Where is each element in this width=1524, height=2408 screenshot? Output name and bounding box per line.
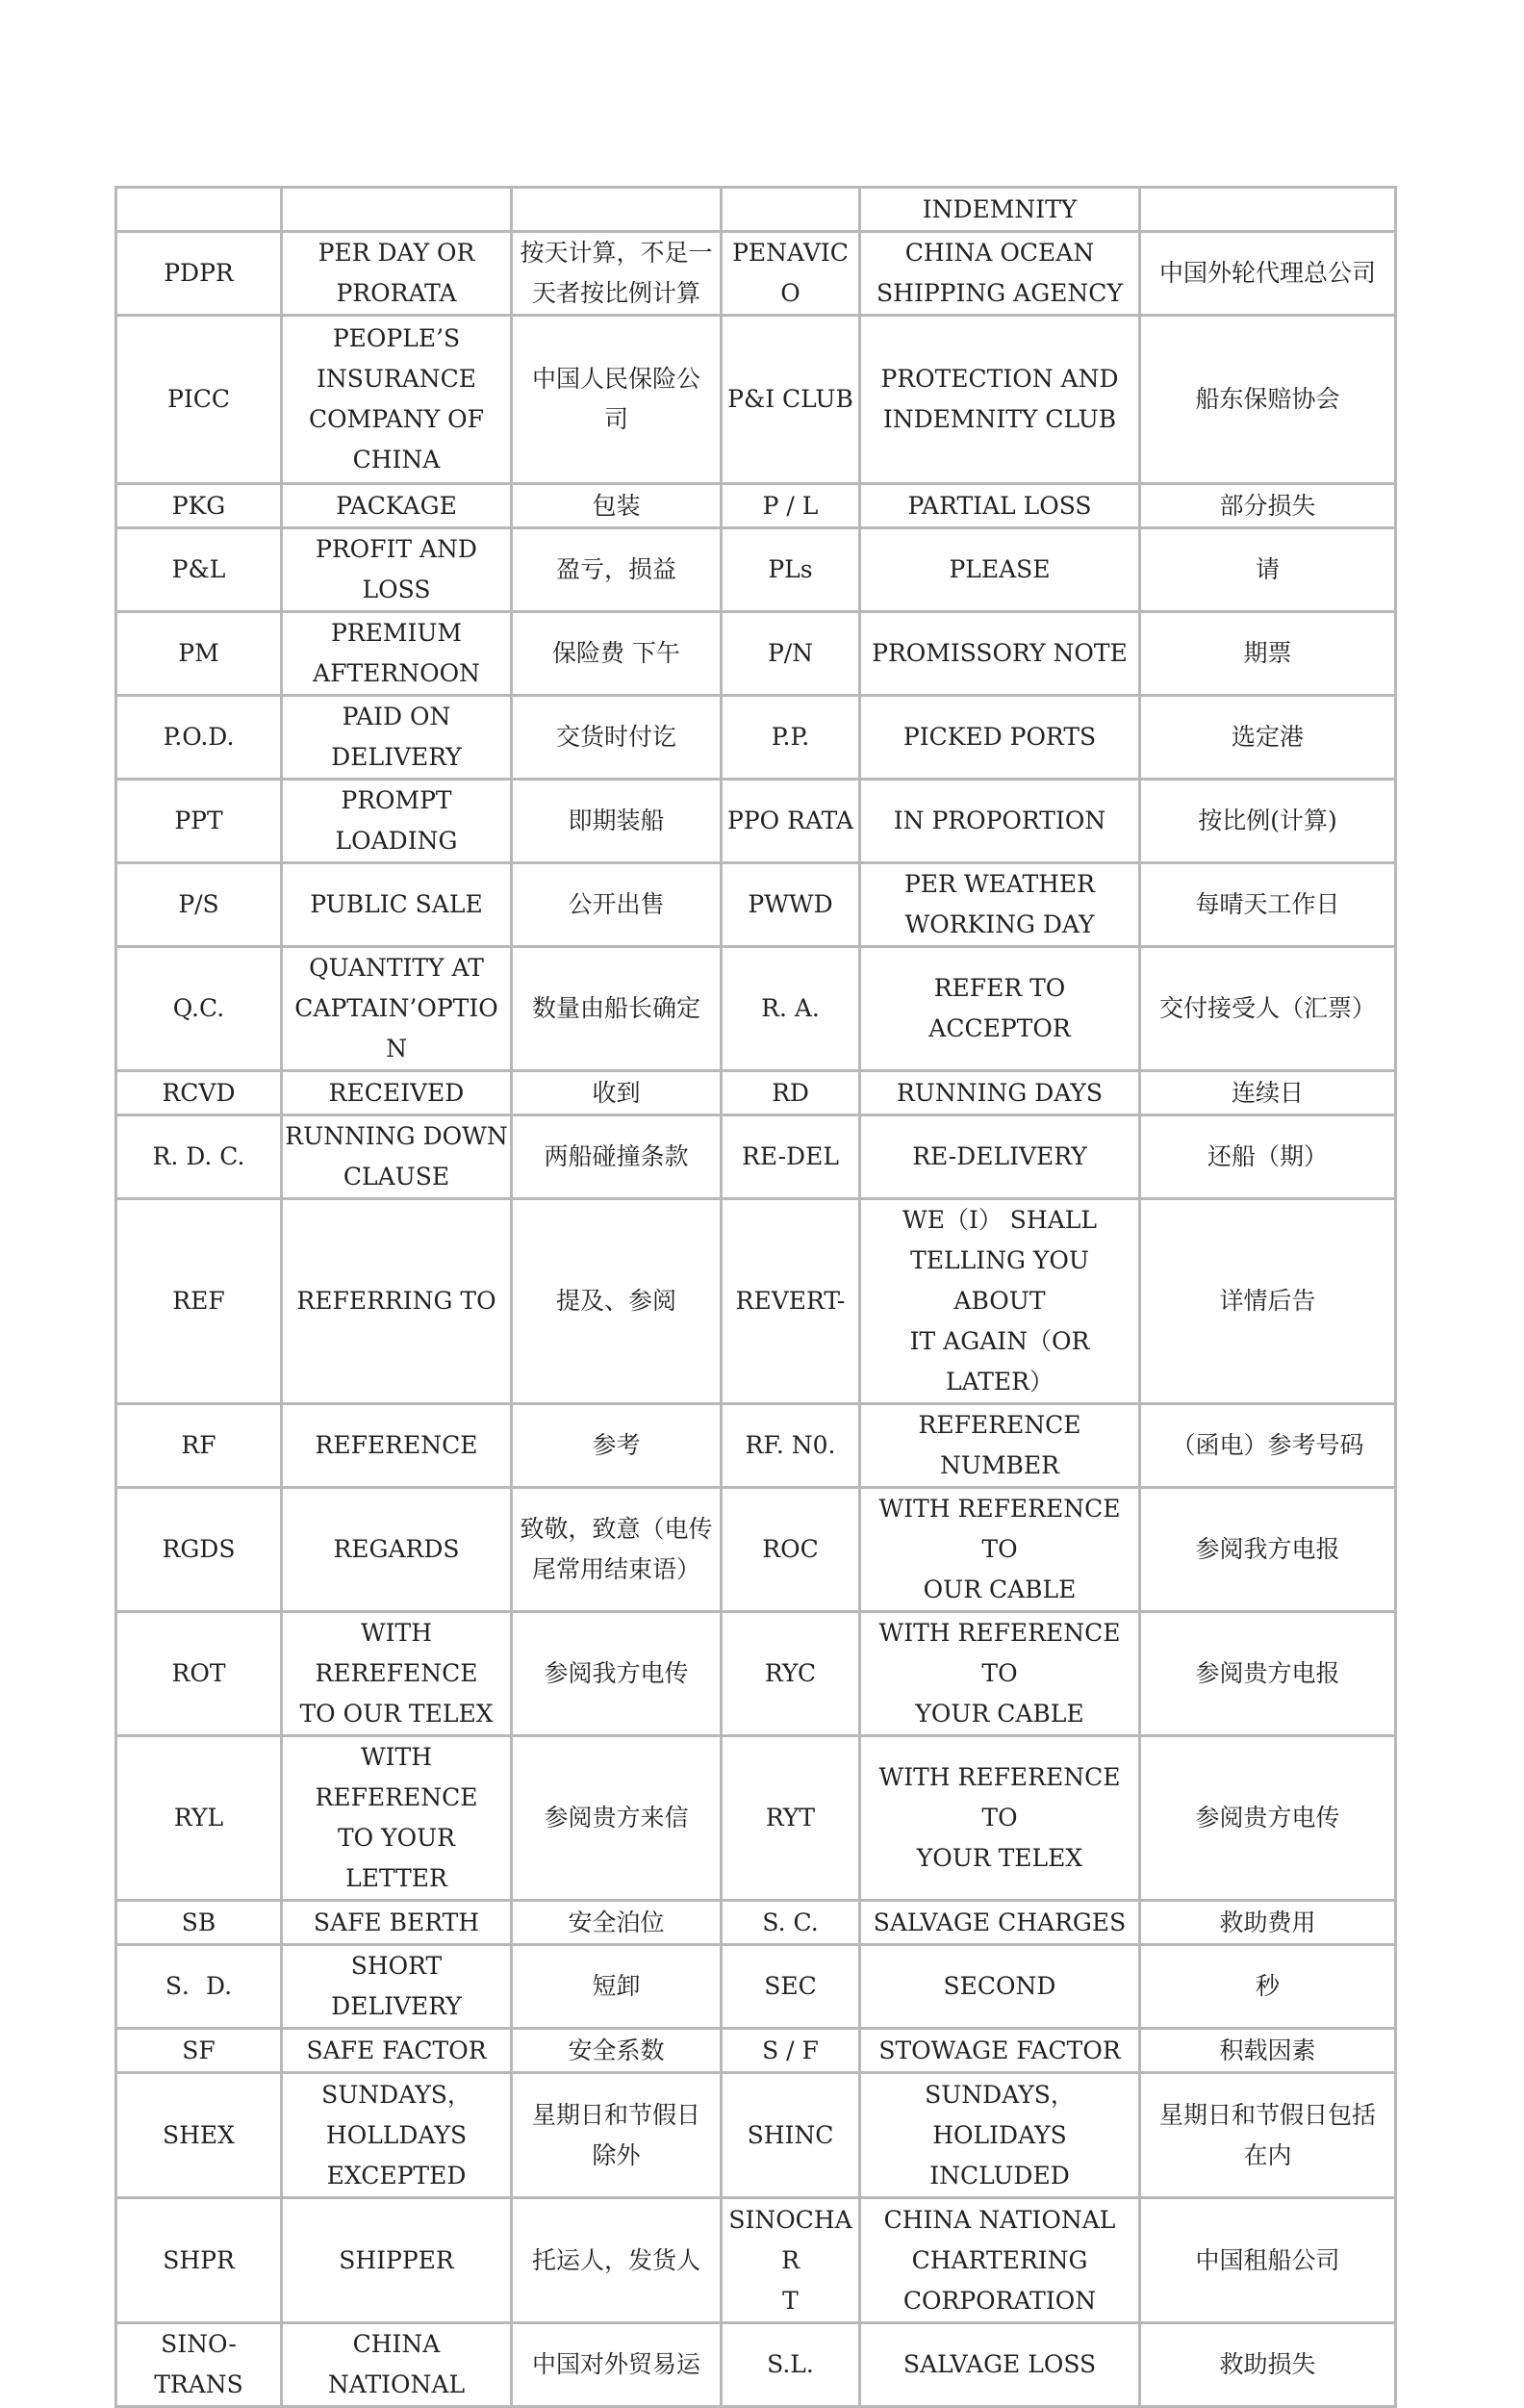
chinese-cell: 包装 bbox=[512, 484, 722, 528]
abbreviation-cell: R. D. C. bbox=[116, 1115, 282, 1199]
abbreviation-cell: PM bbox=[116, 612, 282, 696]
chinese-cell: 期票 bbox=[1140, 612, 1396, 696]
abbreviation-cell: REVERT- bbox=[722, 1199, 860, 1404]
abbreviation-cell: SF bbox=[116, 2029, 282, 2073]
table-row bbox=[116, 1736, 1396, 1901]
meaning-cell: WE（I） SHALL TELLING YOU ABOUT IT AGAIN（OR LATER） bbox=[860, 1199, 1140, 1404]
meaning-cell: PROFIT AND LOSS bbox=[282, 528, 512, 612]
meaning-cell: WITH REREFENCE TO OUR TELEX bbox=[282, 1612, 512, 1736]
table-row bbox=[116, 2198, 1396, 2323]
chinese-cell: 按天计算，不足一 天者按比例计算 bbox=[512, 232, 722, 316]
chinese-cell: 船东保赔协会 bbox=[1140, 316, 1396, 484]
meaning-cell: SAFE BERTH bbox=[282, 1901, 512, 1945]
meaning-cell: WITH REFERENCE TO YOUR TELEX bbox=[860, 1736, 1140, 1901]
table-row bbox=[116, 316, 1396, 484]
abbreviation-cell: PLs bbox=[722, 528, 860, 612]
abbreviation-cell: R. A. bbox=[722, 947, 860, 1071]
abbreviation-cell: PPT bbox=[116, 780, 282, 863]
chinese-cell: 提及、参阅 bbox=[512, 1199, 722, 1404]
table-row bbox=[116, 1612, 1396, 1736]
abbreviation-cell bbox=[116, 188, 282, 232]
chinese-cell: 参阅贵方来信 bbox=[512, 1736, 722, 1901]
chinese-cell: 即期装船 bbox=[512, 780, 722, 863]
meaning-cell: REFER TO ACCEPTOR bbox=[860, 947, 1140, 1071]
chinese-cell: 秒 bbox=[1140, 1945, 1396, 2029]
abbreviation-cell: RF bbox=[116, 1404, 282, 1488]
table-row bbox=[116, 863, 1396, 947]
meaning-cell: PREMIUM AFTERNOON bbox=[282, 612, 512, 696]
chinese-cell: 救助损失 bbox=[1140, 2323, 1396, 2407]
abbreviation-cell: RGDS bbox=[116, 1488, 282, 1612]
table-row bbox=[116, 528, 1396, 612]
chinese-cell: 星期日和节假日 除外 bbox=[512, 2073, 722, 2198]
abbreviation-cell: S.L. bbox=[722, 2323, 860, 2407]
abbreviation-cell: RYC bbox=[722, 1612, 860, 1736]
meaning-cell: PROMISSORY NOTE bbox=[860, 612, 1140, 696]
chinese-cell: 参阅贵方电报 bbox=[1140, 1612, 1396, 1736]
table-row bbox=[116, 1199, 1396, 1404]
meaning-cell: WITH REFERENCE TO OUR CABLE bbox=[860, 1488, 1140, 1612]
abbreviation-cell: P.O.D. bbox=[116, 696, 282, 780]
abbreviation-cell: P / L bbox=[722, 484, 860, 528]
chinese-cell: 两船碰撞条款 bbox=[512, 1115, 722, 1199]
chinese-cell: 按比例(计算) bbox=[1140, 780, 1396, 863]
chinese-cell: 救助费用 bbox=[1140, 1901, 1396, 1945]
chinese-cell: 详情后告 bbox=[1140, 1199, 1396, 1404]
table-row bbox=[116, 612, 1396, 696]
meaning-cell: CHINA NATIONAL bbox=[282, 2323, 512, 2407]
chinese-cell: 交货时付讫 bbox=[512, 696, 722, 780]
abbreviation-cell bbox=[722, 188, 860, 232]
abbreviation-cell: PICC bbox=[116, 316, 282, 484]
chinese-cell: 数量由船长确定 bbox=[512, 947, 722, 1071]
abbreviation-cell: P/S bbox=[116, 863, 282, 947]
meaning-cell: PER WEATHER WORKING DAY bbox=[860, 863, 1140, 947]
meaning-cell: PLEASE bbox=[860, 528, 1140, 612]
meaning-cell: REFERENCE NUMBER bbox=[860, 1404, 1140, 1488]
meaning-cell: SHORT DELIVERY bbox=[282, 1945, 512, 2029]
meaning-cell: PARTIAL LOSS bbox=[860, 484, 1140, 528]
chinese-cell: 安全系数 bbox=[512, 2029, 722, 2073]
meaning-cell: RE-DELIVERY bbox=[860, 1115, 1140, 1199]
abbreviation-cell: S / F bbox=[722, 2029, 860, 2073]
meaning-cell: SALVAGE LOSS bbox=[860, 2323, 1140, 2407]
meaning-cell: QUANTITY AT CAPTAIN’OPTION bbox=[282, 947, 512, 1071]
meaning-cell bbox=[282, 188, 512, 232]
abbreviation-cell: PPO RATA bbox=[722, 780, 860, 863]
table-row bbox=[116, 232, 1396, 316]
meaning-cell: PEOPLE’S INSURANCE COMPANY OF CHINA bbox=[282, 316, 512, 484]
meaning-cell: REFERENCE bbox=[282, 1404, 512, 1488]
chinese-cell: 部分损失 bbox=[1140, 484, 1396, 528]
table-row bbox=[116, 484, 1396, 528]
meaning-cell: INDEMNITY bbox=[860, 188, 1140, 232]
chinese-cell: 中国外轮代理总公司 bbox=[1140, 232, 1396, 316]
abbreviation-cell: SINOCHAR T bbox=[722, 2198, 860, 2323]
chinese-cell: 盈亏，损益 bbox=[512, 528, 722, 612]
table-row bbox=[116, 947, 1396, 1071]
abbreviation-table bbox=[114, 186, 1397, 2408]
abbreviation-cell: S．D. bbox=[116, 1945, 282, 2029]
meaning-cell: PER DAY OR PRORATA bbox=[282, 232, 512, 316]
chinese-cell: 短卸 bbox=[512, 1945, 722, 2029]
abbreviation-cell: SB bbox=[116, 1901, 282, 1945]
chinese-cell bbox=[1140, 188, 1396, 232]
chinese-cell: 托运人，发货人 bbox=[512, 2198, 722, 2323]
abbreviation-cell: SINO-TRANS bbox=[116, 2323, 282, 2407]
meaning-cell: PROMPT LOADING bbox=[282, 780, 512, 863]
chinese-cell: （函电）参考号码 bbox=[1140, 1404, 1396, 1488]
abbreviation-cell: PENAVICO bbox=[722, 232, 860, 316]
chinese-cell: 交付接受人（汇票） bbox=[1140, 947, 1396, 1071]
meaning-cell: CHINA NATIONAL CHARTERING CORPORATION bbox=[860, 2198, 1140, 2323]
chinese-cell: 参阅贵方电传 bbox=[1140, 1736, 1396, 1901]
meaning-cell: PAID ON DELIVERY bbox=[282, 696, 512, 780]
meaning-cell: REFERRING TO bbox=[282, 1199, 512, 1404]
abbreviation-cell: SEC bbox=[722, 1945, 860, 2029]
meaning-cell: CHINA OCEAN SHIPPING AGENCY bbox=[860, 232, 1140, 316]
table-row bbox=[116, 2029, 1396, 2073]
abbreviation-cell: RF. N0. bbox=[722, 1404, 860, 1488]
table-row bbox=[116, 1404, 1396, 1488]
table-row bbox=[116, 2323, 1396, 2407]
chinese-cell: 致敬，致意（电传 尾常用结束语） bbox=[512, 1488, 722, 1612]
abbreviation-cell: P&L bbox=[116, 528, 282, 612]
meaning-cell: STOWAGE FACTOR bbox=[860, 2029, 1140, 2073]
meaning-cell: SAFE FACTOR bbox=[282, 2029, 512, 2073]
abbreviation-cell: Q.C. bbox=[116, 947, 282, 1071]
abbreviation-cell: SHINC bbox=[722, 2073, 860, 2198]
abbreviation-table-body bbox=[116, 188, 1396, 2407]
abbreviation-cell: S. C. bbox=[722, 1901, 860, 1945]
abbreviation-cell: PDPR bbox=[116, 232, 282, 316]
abbreviation-cell: SHPR bbox=[116, 2198, 282, 2323]
chinese-cell: 连续日 bbox=[1140, 1071, 1396, 1115]
abbreviation-cell: RYL bbox=[116, 1736, 282, 1901]
abbreviation-cell: RCVD bbox=[116, 1071, 282, 1115]
meaning-cell: SUNDAYS， HOLLDAYS EXCEPTED bbox=[282, 2073, 512, 2198]
meaning-cell: SALVAGE CHARGES bbox=[860, 1901, 1140, 1945]
chinese-cell: 参考 bbox=[512, 1404, 722, 1488]
chinese-cell: 保险费 下午 bbox=[512, 612, 722, 696]
meaning-cell: SUNDAYS， HOLIDAYS INCLUDED bbox=[860, 2073, 1140, 2198]
chinese-cell: 中国对外贸易运 bbox=[512, 2323, 722, 2407]
abbreviation-cell: PWWD bbox=[722, 863, 860, 947]
chinese-cell: 公开出售 bbox=[512, 863, 722, 947]
abbreviation-cell: P/N bbox=[722, 612, 860, 696]
chinese-cell bbox=[512, 188, 722, 232]
abbreviation-cell: RD bbox=[722, 1071, 860, 1115]
chinese-cell: 收到 bbox=[512, 1071, 722, 1115]
abbreviation-cell: REF bbox=[116, 1199, 282, 1404]
abbreviation-cell: PKG bbox=[116, 484, 282, 528]
table-row bbox=[116, 188, 1396, 232]
chinese-cell: 参阅我方电报 bbox=[1140, 1488, 1396, 1612]
chinese-cell: 选定港 bbox=[1140, 696, 1396, 780]
meaning-cell: RECEIVED bbox=[282, 1071, 512, 1115]
table-row bbox=[116, 1071, 1396, 1115]
abbreviation-cell: P.P. bbox=[722, 696, 860, 780]
chinese-cell: 还船（期） bbox=[1140, 1115, 1396, 1199]
meaning-cell: RUNNING DOWN CLAUSE bbox=[282, 1115, 512, 1199]
meaning-cell: REGARDS bbox=[282, 1488, 512, 1612]
chinese-cell: 参阅我方电传 bbox=[512, 1612, 722, 1736]
table-row bbox=[116, 780, 1396, 863]
chinese-cell: 请 bbox=[1140, 528, 1396, 612]
meaning-cell: IN PROPORTION bbox=[860, 780, 1140, 863]
abbreviation-cell: RYT bbox=[722, 1736, 860, 1901]
meaning-cell: PUBLIC SALE bbox=[282, 863, 512, 947]
abbreviation-cell: P&I CLUB bbox=[722, 316, 860, 484]
table-row bbox=[116, 1945, 1396, 2029]
meaning-cell: SECOND bbox=[860, 1945, 1140, 2029]
meaning-cell: PICKED PORTS bbox=[860, 696, 1140, 780]
chinese-cell: 中国人民保险公 司 bbox=[512, 316, 722, 484]
meaning-cell: RUNNING DAYS bbox=[860, 1071, 1140, 1115]
meaning-cell: PROTECTION AND INDEMNITY CLUB bbox=[860, 316, 1140, 484]
meaning-cell: WITH REFERENCE TO YOUR CABLE bbox=[860, 1612, 1140, 1736]
chinese-cell: 每晴天工作日 bbox=[1140, 863, 1396, 947]
meaning-cell: SHIPPER bbox=[282, 2198, 512, 2323]
table-row bbox=[116, 1901, 1396, 1945]
abbreviation-cell: ROC bbox=[722, 1488, 860, 1612]
chinese-cell: 安全泊位 bbox=[512, 1901, 722, 1945]
meaning-cell: WITH REFERENCE TO YOUR LETTER bbox=[282, 1736, 512, 1901]
abbreviation-cell: ROT bbox=[116, 1612, 282, 1736]
table-row bbox=[116, 2073, 1396, 2198]
table-row bbox=[116, 1115, 1396, 1199]
table-row bbox=[116, 696, 1396, 780]
abbreviation-cell: SHEX bbox=[116, 2073, 282, 2198]
meaning-cell: PACKAGE bbox=[282, 484, 512, 528]
abbreviation-cell: RE-DEL bbox=[722, 1115, 860, 1199]
chinese-cell: 中国租船公司 bbox=[1140, 2198, 1396, 2323]
chinese-cell: 星期日和节假日包括 在内 bbox=[1140, 2073, 1396, 2198]
chinese-cell: 积载因素 bbox=[1140, 2029, 1396, 2073]
table-row bbox=[116, 1488, 1396, 1612]
